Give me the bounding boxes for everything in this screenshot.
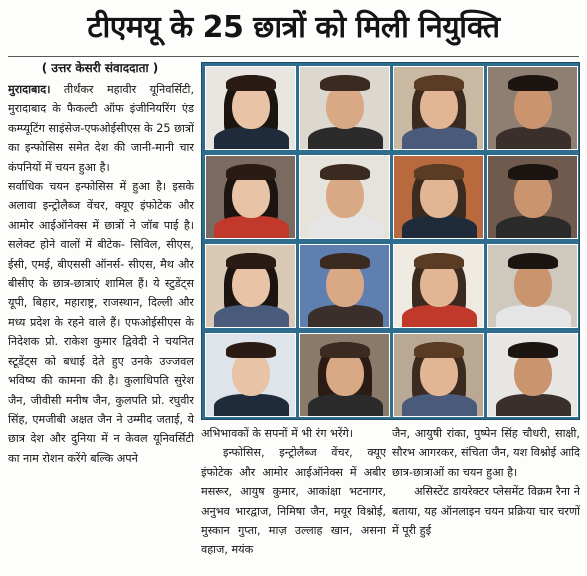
shoulders-shape <box>496 394 571 417</box>
student-photo <box>299 66 390 150</box>
shoulders-shape <box>402 305 477 328</box>
article-paragraph: सर्वाधिक चयन इन्फोसिस में हुआ है। इसके अलावा इन्ट्रोलैब्ज वेंचर, क्यूए इंफोटेक और आमोर आईऑनेक्स में छात्रों ने जॉब पाई है। सलेक्ट होने वालों में बीटेक- सिविल, सीएस, ईसी, एमई, बीएससी ऑनर्स- सीएस, मैथ और बीसीए के छात्र-छात्राएं शामिल हैं। ये स्टुडेंट्स यूपी, बिहार, महाराष्ट्र, राजस्थान, दिल्ली और मध्य प्रदेश के रहने वाले हैं। एफओईसीएस के निदेशक प्रो. राकेश कुमार द्विवेदी ने चयनित स्टूडेंट्स को बधाई देते हुए उनके उज्जवल भविष्य की कामना की है। कुलाधिपति सुरेश जैन, जीवीसी मनीष जैन, कुलपति प्रो. रघुवीर सिंह, एमजीबी अक्षत जैन ने उम्मीद जताई, ये छात्र देश और दुनिया में न केवल यूनिवर्सिटी का नाम रोशन करेंगे बल्कि अपने <box>8 180 194 465</box>
student-photo <box>487 66 578 150</box>
shoulders-shape <box>214 394 289 417</box>
hair-shape <box>226 253 276 269</box>
article-column-left <box>8 80 194 576</box>
shoulders-shape <box>308 394 383 417</box>
student-photo <box>205 155 296 239</box>
hair-shape <box>508 253 558 269</box>
shoulders-shape <box>308 216 383 239</box>
student-photo <box>487 333 578 417</box>
hair-shape <box>226 164 276 180</box>
hair-shape <box>226 342 276 358</box>
hair-shape <box>414 342 464 358</box>
article-column-middle <box>201 424 386 576</box>
hair-shape <box>508 75 558 91</box>
photo-grid <box>201 62 580 420</box>
student-photo <box>205 244 296 328</box>
shoulders-shape <box>214 305 289 328</box>
student-photo <box>393 155 484 239</box>
shoulders-shape <box>402 394 477 417</box>
hair-shape <box>320 253 370 269</box>
paragraph-text: तीर्थंकर महावीर यूनिवर्सिटी, मुरादाबाद के फैकल्टी ऑफ इंजीनियरिंग एंड कम्प्यूटिंग साइंसेज-एफओईसीएस के 25 छात्रों का इन्फोसिस समेत देश की जानी-मानी चार कंपनियों में चयन हुआ है। <box>8 83 194 174</box>
article-paragraph: असिस्टेंट डायरेक्टर प्लेसमेंट विक्रम रैना ने बताया, यह ऑनलाइन चयन प्रक्रिया चार चरणों में पूरी हुई <box>392 485 580 538</box>
shoulders-shape <box>214 216 289 239</box>
article-paragraph: जैन, आयुषी रांका, पुष्पेन सिंह चौधरी, साक्षी, सौरभ आगरकर, संचिता जैन, यश विश्नोई आदि छात्र-छात्राओं का चयन हुआ है। <box>392 427 580 479</box>
student-photo <box>393 333 484 417</box>
dateline: मुरादाबाद। <box>8 83 51 96</box>
student-photo <box>487 155 578 239</box>
hair-shape <box>320 164 370 180</box>
student-photo <box>487 244 578 328</box>
headline-rule <box>8 56 579 57</box>
student-photo <box>393 244 484 328</box>
student-photo <box>299 333 390 417</box>
student-photo <box>299 155 390 239</box>
shoulders-shape <box>496 216 571 239</box>
hair-shape <box>508 342 558 358</box>
article-paragraph: अभिभावकों के सपनों में भी रंग भरेंगे। <box>201 427 354 440</box>
hair-shape <box>414 75 464 91</box>
student-photo <box>205 333 296 417</box>
hair-shape <box>414 253 464 269</box>
hair-shape <box>320 75 370 91</box>
article-paragraph: इन्फोसिस, इन्ट्रोलैब्ज वेंचर, क्यूए इंफोटेक और आमोर आईऑनेक्स में अबीर मसरूर, आयुष कुमार, आकांक्षा भटनागर, अनुभव भारद्वाज, निमिषा जैन, मयूर विश्नोई, मुस्कान गुप्ता, माज़ उल्लाह खान, असना वहाज, मयंक <box>201 446 386 557</box>
headline: टीएमयू के 25 छात्रों को मिली नियुक्ति <box>87 10 500 45</box>
student-photo <box>299 244 390 328</box>
shoulders-shape <box>214 127 289 150</box>
hair-shape <box>226 75 276 91</box>
shoulders-shape <box>308 305 383 328</box>
article-paragraph <box>8 80 194 177</box>
student-photo <box>205 66 296 150</box>
student-photo <box>393 66 484 150</box>
shoulders-shape <box>496 127 571 150</box>
shoulders-shape <box>402 216 477 239</box>
hair-shape <box>414 164 464 180</box>
shoulders-shape <box>402 127 477 150</box>
shoulders-shape <box>496 305 571 328</box>
shoulders-shape <box>308 127 383 150</box>
article-column-right <box>392 424 580 576</box>
byline: ( उत्तर केसरी संवाददाता ) <box>41 61 159 75</box>
hair-shape <box>508 164 558 180</box>
hair-shape <box>320 342 370 358</box>
